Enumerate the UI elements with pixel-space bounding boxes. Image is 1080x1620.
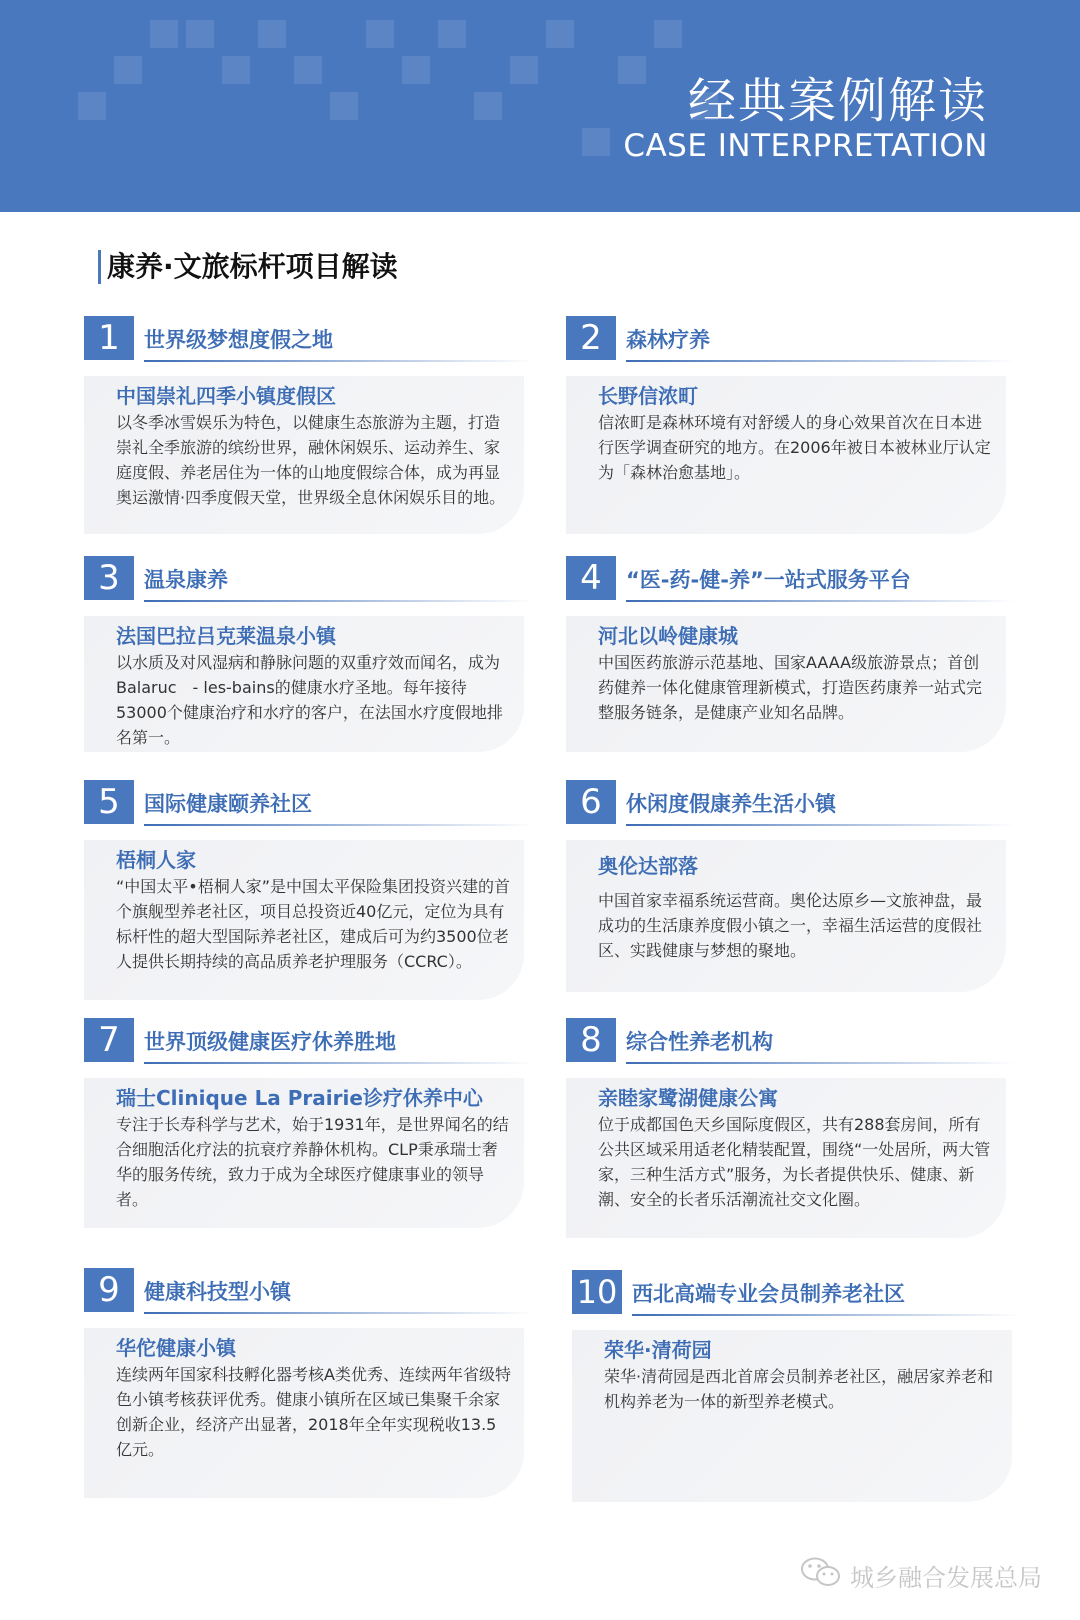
case-card-body xyxy=(572,1330,1012,1502)
case-description: 位于成都国色天乡国际度假区，共有288套房间，所有公共区域采用适老化精装配置，围绕“一处居所，两大管家，三种生活方式”服务，为长者提供快乐、健康、新潮、安全的长者乐活潮流社交文化圈。 xyxy=(598,1115,991,1209)
case-description: 信浓町是森林环境有对舒缓人的身心效果首次在日本进行医学调查研究的地方。在2006年被日本被林业厅认定为「森林治愈基地」。 xyxy=(598,413,991,482)
case-category-title: 综合性养老机构 xyxy=(626,1030,773,1054)
header-decor-tile xyxy=(582,128,610,156)
case-description: 专注于长寿科学与艺术，始于1931年，是世界闻名的结合细胞活化疗法的抗衰疗养静休机构。CLP秉承瑞士奢华的服务传统，致力于成为全球医疗健康事业的领导者。 xyxy=(116,1115,509,1209)
title-underline xyxy=(626,600,1016,602)
case-number-badge: 3 xyxy=(84,556,134,600)
case-number-badge: 5 xyxy=(84,780,134,824)
title-underline xyxy=(144,600,534,602)
footer-account-name: 城乡融合发展总局 xyxy=(850,1563,1042,1592)
case-number-badge: 8 xyxy=(566,1018,616,1062)
title-underline xyxy=(626,824,1016,826)
page-title: 经典案例解读 xyxy=(687,73,988,129)
title-underline xyxy=(144,824,534,826)
header-decor-tile xyxy=(222,56,250,84)
case-card-body xyxy=(566,376,1006,534)
case-project-name: 奥伦达部落 xyxy=(598,854,698,878)
case-card xyxy=(84,1018,534,1209)
case-card-body xyxy=(84,1328,524,1498)
header-decor-tile xyxy=(294,56,322,84)
case-number-badge: 4 xyxy=(566,556,616,600)
case-project-name: 瑞士Clinique La Prairie诊疗休养中心 xyxy=(116,1086,483,1110)
case-description: 连续两年国家科技孵化器考核A类优秀、连续两年省级特色小镇考核获评优秀。健康小镇所在区域已集聚千余家创新企业，经济产出显著，2018年全年实现税收13.5亿元。 xyxy=(116,1365,511,1459)
header-decor-tile xyxy=(510,56,538,84)
case-card xyxy=(566,316,1016,482)
case-card xyxy=(566,780,1016,960)
header-decor-tile xyxy=(402,56,430,84)
case-card xyxy=(84,1268,534,1459)
case-category-title: “医-药-健-养”一站式服务平台 xyxy=(626,568,911,592)
case-card-header xyxy=(84,1268,534,1314)
case-card xyxy=(566,556,1016,722)
case-card-header xyxy=(566,1018,1016,1064)
case-description: 以水质及对风湿病和静脉问题的双重疗效而闻名，成为Balaruc - les-bains的健康水疗圣地。每年接待53000个健康治疗和水疗的客户，在法国水疗度假地排名第一。 xyxy=(116,653,503,747)
header-decor-tile xyxy=(654,20,682,48)
case-description: 中国医药旅游示范基地、国家AAAA级旅游景点；首创药健养一体化健康管理新模式，打造医药康养一站式完整服务链条，是健康产业知名品牌。 xyxy=(598,653,983,722)
case-project-name: 长野信浓町 xyxy=(598,384,698,408)
header-decor-tile xyxy=(114,56,142,84)
case-card-header xyxy=(566,556,1016,602)
case-project-name: 华佗健康小镇 xyxy=(116,1336,236,1360)
case-category-title: 温泉康养 xyxy=(144,568,228,592)
case-project-name: 河北以岭健康城 xyxy=(598,624,738,648)
case-card-body xyxy=(84,1078,524,1228)
case-number-badge: 9 xyxy=(84,1268,134,1312)
header-decor-tile xyxy=(546,20,574,48)
case-project-name: 亲睦家鹭湖健康公寓 xyxy=(598,1086,778,1110)
header-decor-tile xyxy=(78,92,106,120)
case-category-title: 森林疗养 xyxy=(626,328,710,352)
header-decor-tile xyxy=(474,92,502,120)
case-project-name: 梧桐人家 xyxy=(116,848,196,872)
case-description: “中国太平•梧桐人家”是中国太平保险集团投资兴建的首个旗舰型养老社区，项目总投资近40亿元，定位为具有标杆性的超大型国际养老社区，建成后可为约3500位老人提供长期持续的高品质养老护理服务（CCRC）。 xyxy=(116,877,511,971)
case-number-badge: 10 xyxy=(572,1270,622,1314)
section-heading: 康养·文旅标杆项目解读 xyxy=(98,250,398,284)
case-card-header xyxy=(566,316,1016,362)
case-description: 以冬季冰雪娱乐为特色，以健康生态旅游为主题，打造崇礼全季旅游的缤纷世界，融休闲娱乐、运动养生、家庭度假、养老居住为一体的山地度假综合体，成为再显奥运激情·四季度假天堂，世界级全息休闲娱乐目的地。 xyxy=(116,413,506,507)
case-category-title: 世界顶级健康医疗休养胜地 xyxy=(144,1030,396,1054)
case-number-badge: 2 xyxy=(566,316,616,360)
title-underline xyxy=(626,1062,1016,1064)
case-card-header xyxy=(84,316,534,362)
wechat-icon xyxy=(800,1556,842,1594)
case-category-title: 休闲度假康养生活小镇 xyxy=(626,792,836,816)
case-number-badge: 7 xyxy=(84,1018,134,1062)
case-category-title: 健康科技型小镇 xyxy=(144,1280,291,1304)
case-card-body xyxy=(84,840,524,1000)
header-decor-tile xyxy=(366,20,394,48)
case-project-name: 法国巴拉吕克莱温泉小镇 xyxy=(116,624,336,648)
case-card-header xyxy=(84,1018,534,1064)
header-decor-tile xyxy=(258,20,286,48)
case-category-title: 西北高端专业会员制养老社区 xyxy=(632,1282,905,1306)
title-underline xyxy=(632,1314,1022,1316)
title-underline xyxy=(144,360,534,362)
case-card xyxy=(84,316,534,507)
case-project-name: 中国崇礼四季小镇度假区 xyxy=(116,384,336,408)
case-number-badge: 6 xyxy=(566,780,616,824)
title-underline xyxy=(144,1312,534,1314)
case-category-title: 国际健康颐养社区 xyxy=(144,792,312,816)
case-number-badge: 1 xyxy=(84,316,134,360)
header-decor-tile xyxy=(150,20,178,48)
case-card-header xyxy=(572,1270,1022,1316)
case-card-header xyxy=(84,556,534,602)
title-underline xyxy=(626,360,1016,362)
case-card xyxy=(84,780,534,971)
case-card-header xyxy=(84,780,534,826)
case-description: 中国首家幸福系统运营商。奥伦达原乡—文旅神盘，最成功的生活康养度假小镇之一，幸福生活运营的度假社区、实践健康与梦想的聚地。 xyxy=(598,891,983,960)
case-card-body xyxy=(566,1078,1006,1238)
case-card xyxy=(572,1270,1022,1411)
header-banner xyxy=(0,0,1080,212)
case-card xyxy=(566,1018,1016,1209)
header-decor-tile xyxy=(330,92,358,120)
header-decor-tile xyxy=(186,20,214,48)
header-decor-tile xyxy=(438,20,466,48)
case-card-body xyxy=(84,376,524,534)
case-card-body xyxy=(566,840,1006,992)
case-project-name: 荣华·清荷园 xyxy=(604,1338,712,1362)
case-category-title: 世界级梦想度假之地 xyxy=(144,328,333,352)
header-decor-tile xyxy=(618,56,646,84)
case-card-header xyxy=(566,780,1016,826)
footer-watermark xyxy=(800,1556,1042,1594)
case-card-body xyxy=(84,616,524,752)
page-subtitle: CASE INTERPRETATION xyxy=(623,128,988,164)
case-card xyxy=(84,556,534,747)
case-description: 荣华·清荷园是西北首席会员制养老社区，融居家养老和机构养老为一体的新型养老模式。 xyxy=(604,1367,994,1411)
title-underline xyxy=(144,1062,534,1064)
case-card-body xyxy=(566,616,1006,752)
